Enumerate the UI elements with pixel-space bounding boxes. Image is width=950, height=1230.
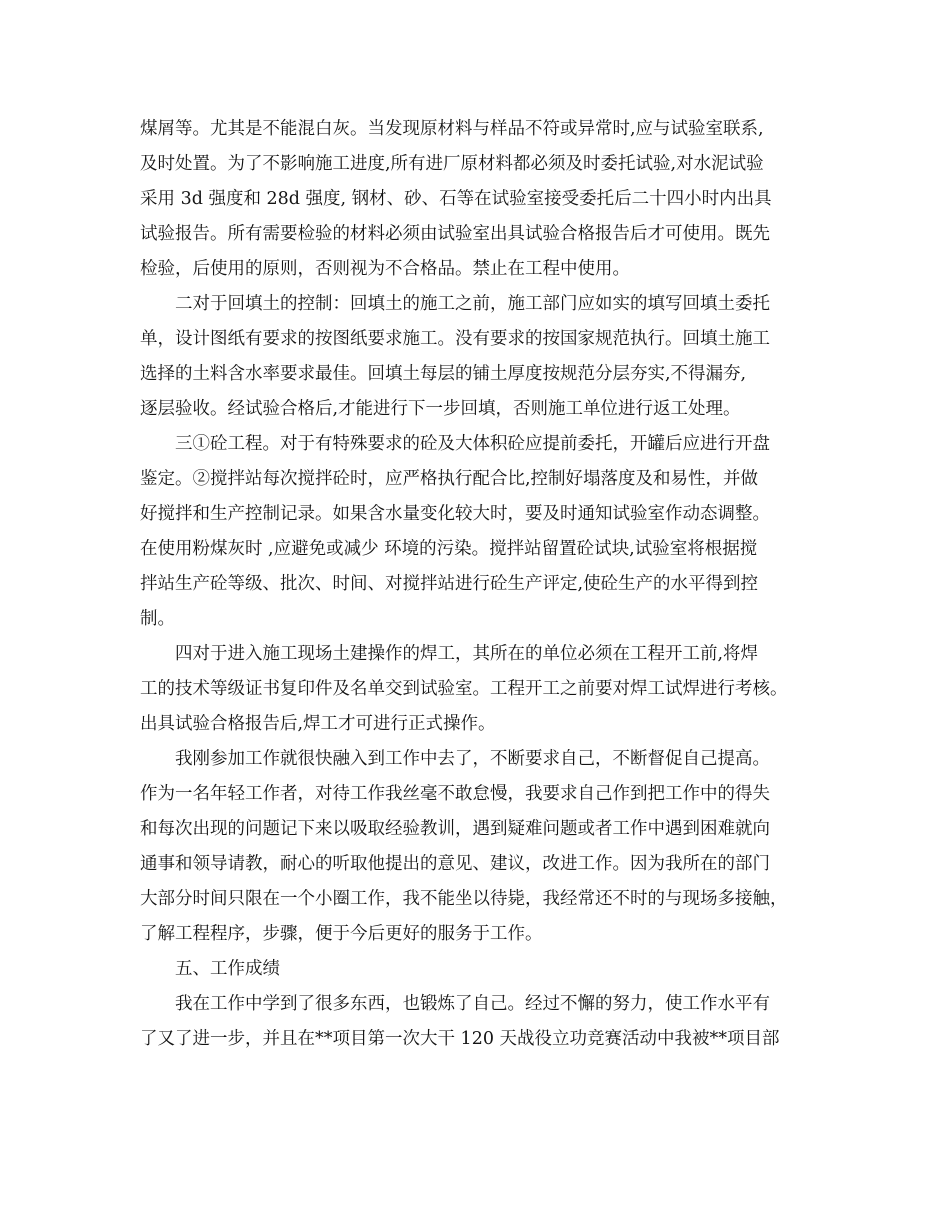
text-line: 单，设计图纸有要求的按图纸要求施工。没有要求的按国家规范执行。回填土施工 (140, 329, 770, 349)
text-line: 出具试验合格报告后,焊工才可进行正式操作。 (140, 714, 496, 734)
text-line: 煤屑等。尤其是不能混白灰。当发现原材料与样品不符或异常时,应与试验室联系, (140, 119, 764, 139)
text-line: 工的技术等级证书复印件及名单交到试验室。工程开工之前要对焊工试焊进行考核。 (140, 679, 788, 699)
document-body (140, 112, 830, 1057)
text-line: 了解工程程序，步骤，便于今后更好的服务于工作。 (140, 924, 543, 944)
text-line: 和每次出现的问题记下来以吸取经验教训，遇到疑难问题或者工作中遇到困难就向 (140, 819, 770, 839)
text-line: 我刚参加工作就很快融入到工作中去了，不断要求自己，不断督促自己提高。 (175, 749, 770, 769)
text-line: 采用 3d 强度和 28d 强度, 钢材、砂、石等在试验室接受委托后二十四小时内出具 (140, 189, 772, 209)
text-line: 了又了进一步，并且在**项目第一次大干 120 天战役立功竞赛活动中我被**项目部 (140, 1029, 780, 1049)
text-line: 制。 (140, 609, 175, 629)
text-line: 在使用粉煤灰时 ,应避免或减少 环境的污染。搅拌站留置砼试块,试验室将根据搅 (140, 539, 758, 559)
text-line: 好搅拌和生产控制记录。如果含水量变化较大时，要及时通知试验室作动态调整。 (140, 504, 770, 524)
text-line: 作为一名年轻工作者，对待工作我丝毫不敢怠慢，我要求自己作到把工作中的得失 (140, 784, 770, 804)
text-line: 鉴定。②搅拌站每次搅拌砼时，应严格执行配合比,控制好塌落度及和易性，并做 (140, 469, 759, 489)
text-line: 大部分时间只限在一个小圈工作，我不能坐以待毙，我经常还不时的与现场多接触， (140, 889, 788, 909)
text-line: 通事和领导请教，耐心的听取他提出的意见、建议，改进工作。因为我所在的部门 (140, 854, 770, 874)
text-line: 拌站生产砼等级、批次、时间、对搅拌站进行砼生产评定,使砼生产的水平得到控 (140, 574, 759, 594)
text-line: 五、工作成绩 (175, 959, 280, 979)
text-line: 选择的土料含水率要求最佳。回填土每层的铺土厚度按规范分层夯实,不得漏夯, (140, 364, 747, 384)
text-line: 二对于回填土的控制：回填土的施工之前，施工部门应如实的填写回填土委托 (175, 294, 770, 314)
text-line: 逐层验收。经试验合格后,才能进行下一步回填，否则施工单位进行返工处理。 (140, 399, 741, 419)
text-line: 我在工作中学到了很多东西，也锻炼了自己。经过不懈的努力，使工作水平有 (175, 994, 770, 1014)
text-line: 四对于进入施工现场土建操作的焊工，其所在的单位必须在工程开工前,将焊 (175, 644, 759, 664)
text-line: 三①砼工程。对于有特殊要求的砼及大体积砼应提前委托，开罐后应进行开盘 (175, 434, 770, 454)
text-line: 检验，后使用的原则，否则视为不合格品。禁止在工程中使用。 (140, 259, 630, 279)
text-line: 及时处置。为了不影响施工进度,所有进厂原材料都必须及时委托试验,对水泥试验 (140, 154, 764, 174)
text-line: 试验报告。所有需要检验的材料必须由试验室出具试验合格报告后才可使用。既先 (140, 224, 770, 244)
